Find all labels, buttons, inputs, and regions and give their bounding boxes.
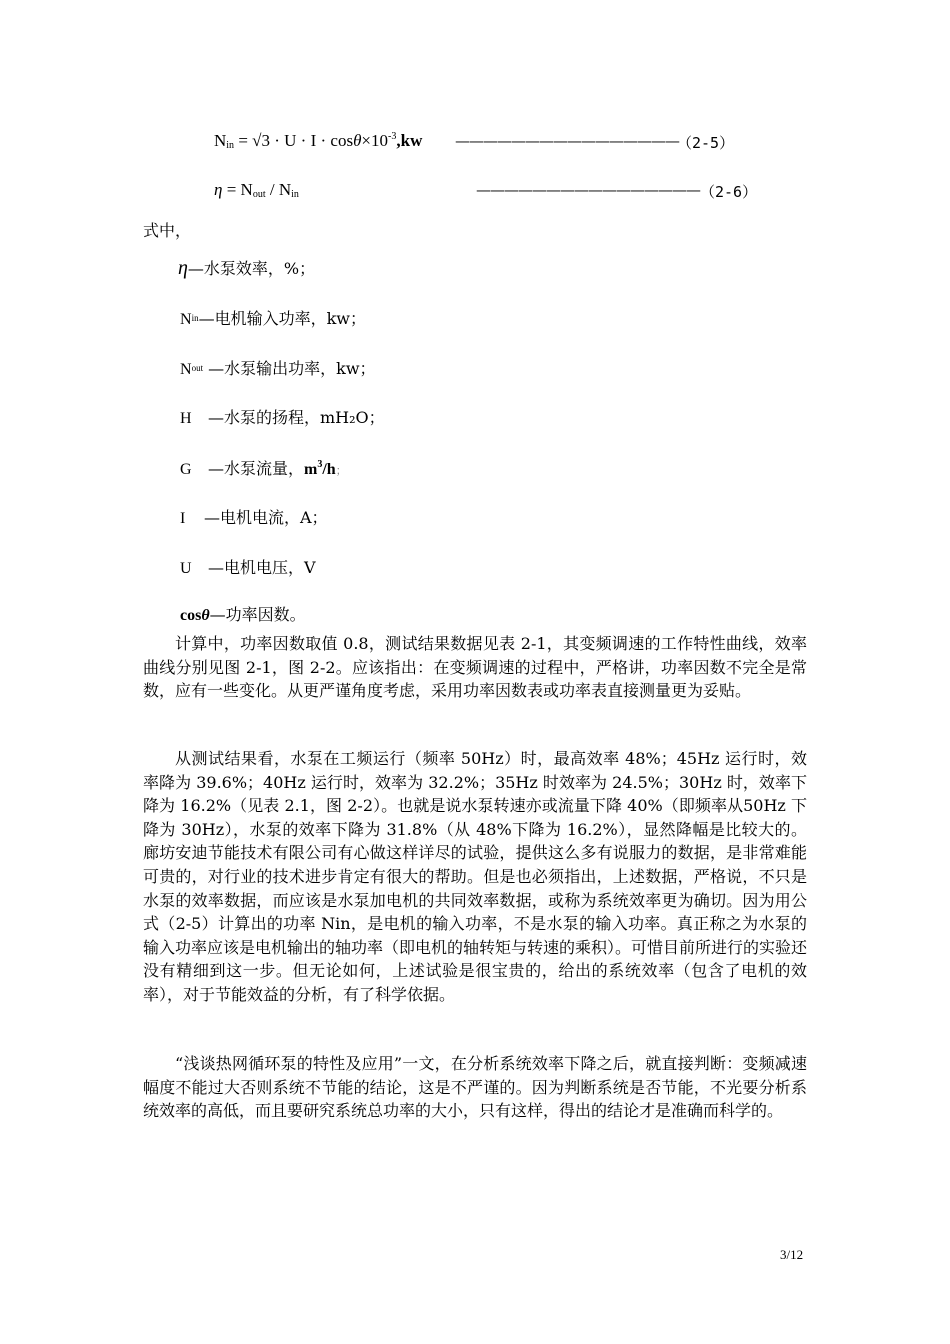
def-g-symbol: G [180,461,192,478]
paragraph-3: “浅谈热网循环泵的特性及应用”一文，在分析系统效率下降之后，就直接判断：变频减速幅度不能过大否则系统不节能的结论，这是不严谨的。因为判断系统是否节能，不光要分析系统效率的高低，而且要研究系统总功率的大小，只有这样，得出的结论才是准确而科学的。 [143,1054,807,1121]
definition-h [180,405,385,428]
eq2-sub2: in [291,189,299,200]
def-nin-sub: in [191,313,199,323]
def-nin-symbol [180,311,199,328]
eq1-theta: θ [353,131,362,150]
def-cos-theta: θ [201,607,210,624]
def-g-unit [304,461,336,478]
def-u-symbol: U [180,560,192,577]
equation-2-5 [214,131,422,151]
definition-eta [178,256,315,280]
definition-u [180,555,316,578]
def-cos-desc: —功率因数。 [209,605,306,624]
eq1-lhs: N [214,131,227,150]
def-nout-desc: —水泵输出功率，kw； [203,359,376,378]
def-i-symbol: I [180,510,186,527]
definition-g [180,456,347,479]
eq2-rhs: = N [222,180,253,199]
equation-2-6-number: （2-6） [700,183,758,201]
def-cos-text: cos [180,607,202,624]
def-nout-symbol-text: N [180,361,192,378]
eq1-rhs: = √3 · U · I · cos [234,131,354,150]
equation-2-6 [214,180,299,200]
where-label: 式中， [143,221,192,240]
eq2-lhs: η [214,180,223,199]
def-g-unit-rest: /h [322,461,336,478]
eq1-exp: -3 [388,131,397,142]
definition-cos [180,602,306,625]
eq2-sub1: out [252,189,266,200]
def-g-unit-m: m [304,461,318,478]
equation-2-6-dashes: ———————————————— [476,181,700,199]
eq1-unit: ,kw [396,131,423,150]
def-h-desc: —水泵的扬程，mH₂O； [208,408,385,427]
def-nout-sub: out [191,363,204,373]
def-i-desc: —电机电流，A； [204,508,328,527]
def-nin-desc: —电机输入功率，kw； [198,309,366,328]
eq1-lhs-sub: in [226,140,235,151]
def-cos-symbol [180,607,210,624]
def-eta-symbol [178,257,188,279]
definition-nin [180,306,366,329]
equation-2-5-dashes: ———————————————— [455,132,679,150]
def-eta-symbol-text: η [178,257,188,279]
definition-nout [180,356,376,379]
eq2-mid: / N [265,180,292,199]
page-number: 3/12 [780,1247,804,1262]
def-nout-symbol [180,361,203,378]
paragraph-2: 从测试结果看，水泵在工频运行（频率 50Hz）时，最高效率 48%；45Hz 运行时，效率降为 39.6%；40Hz 运行时，效率为 32.2%；35Hz 时效率为 24.5%；30Hz 时，效率下降为 16.2%（见表 2.1，图 2-2）。也就是说水泵转速亦或流量下降 40%（即频率从50Hz 下降为 30Hz），水泵的效率下降为 31.8%（从 48%下降为 16.2%），显然降幅是比较大的。廊坊安迪节能技术有限公司有心做这样详尽的试验，提供这么多有说服力的数据，是非常难能可贵的，对行业的技术进步肯定有很大的帮助。但是也必须指出，上述数据，严格说，不只是水泵的效率数据，而应该是水泵加电机的共同效率数据，或称为系统效率更为确切。因为用公式（2-5）计算出的功率 Nin，是电机的输入功率，不是水泵的输入功率。真正称之为水泵的输入功率应该是电机输出的轴功率（即电机的轴转矩与转速的乘积）。可惜目前所进行的实验还没有精细到这一步。但无论如何，上述试验是很宝贵的，给出的系统效率（包含了电机的效率），对于节能效益的分析，有了科学依据。 [143,749,808,1004]
definition-i [180,505,328,528]
def-g-desc: —水泵流量， [208,459,305,478]
def-u-desc: —电机电压，V [208,558,316,577]
paragraph-1: 计算中，功率因数取值 0.8，测试结果数据见表 2-1，其变频调速的工作特性曲线，效率曲线分别见图 2-1，图 2-2。应该指出：在变频调速的过程中，严格讲，功率因数不完全是常数，应有一些变化。从更严谨角度考虑，采用功率因数表或功率表直接测量更为妥贴。 [143,634,807,701]
def-g-unit-sup: 3 [317,459,323,470]
def-nin-symbol-text: N [180,311,192,328]
def-eta-desc: —水泵效率，%； [187,259,316,278]
equation-2-5-number: （2-5） [677,134,735,152]
def-h-symbol: H [180,410,192,427]
def-g-tail: ； [335,464,347,477]
eq1-rest: ×10 [361,131,389,150]
